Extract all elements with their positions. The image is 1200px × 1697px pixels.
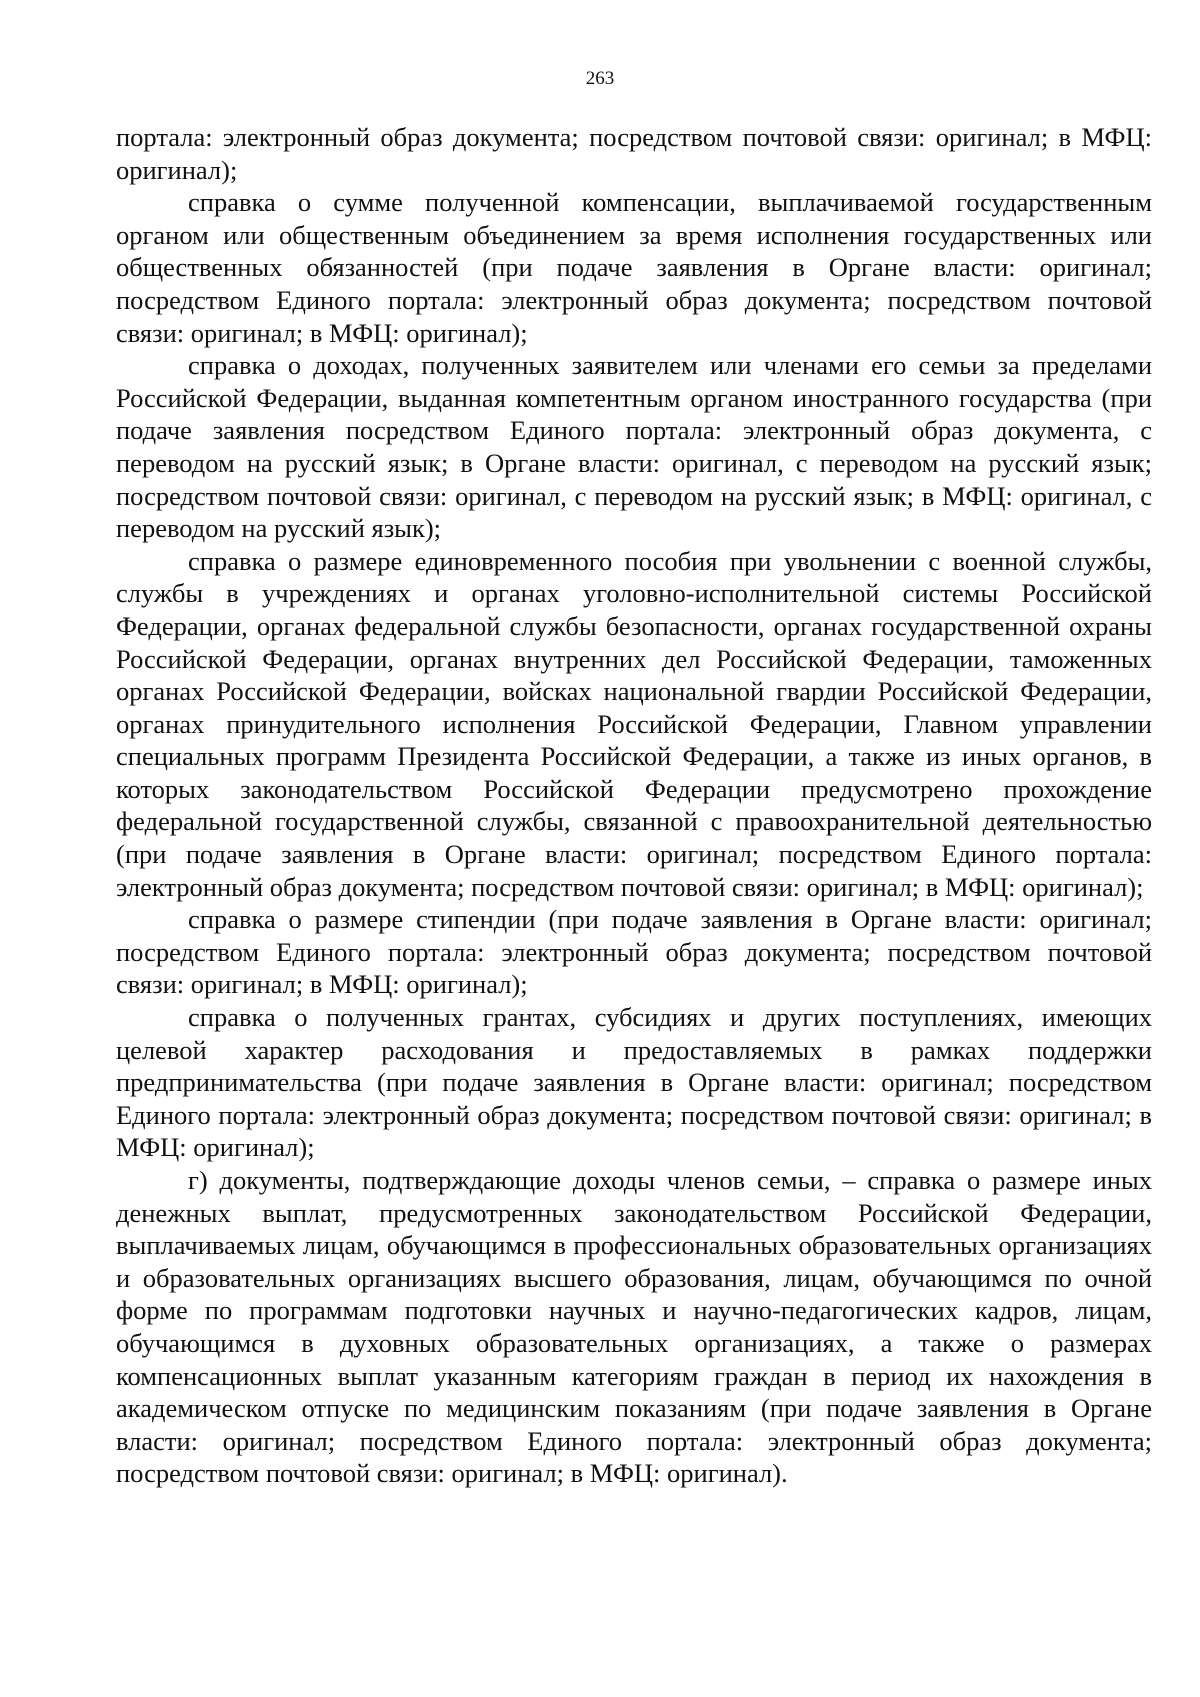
paragraph-continuation: портала: электронный образ документа; посредством почтовой связи: оригинал; в МФЦ: оригинал);: [116, 122, 1152, 185]
paragraph-grants-certificate: справка о полученных грантах, субсидиях и других поступлениях, имеющих целевой характер расходования и предоставляемых в рамках поддержки предпринимательства (при подаче заявления в Органе власти: оригинал; посредством Единого портала: электронный образ документа; посредством почтовой связи: оригинал; в МФЦ: оригинал);: [116, 1002, 1152, 1163]
paragraph-foreign-income-certificate: справка о доходах, полученных заявителем или членами его семьи за пределами Российской Федерации, выданная компетентным органом иностранного государства (при подаче заявления посредством Единого портала: электронный образ документа, с переводом на русский язык; в Органе власти: оригинал, с переводом на русский язык; посредством почтовой связи: оригинал, с переводом на русский язык; в МФЦ: оригинал, с переводом на русский язык);: [116, 350, 1152, 544]
page-number: 263: [585, 68, 615, 89]
paragraph-family-income-documents: г) документы, подтверждающие доходы членов семьи, – справка о размере иных денежных выплат, предусмотренных законодательством Российской Федерации, выплачиваемых лицам, обучающимся в профессиональных образовательных организациях и образовательных организациях высшего образования, лицам, обучающимся по очной форме по программам подготовки научных и научно-педагогических кадров, лицам, обучающимся в духовных образовательных организациях, а также о размерах компенсационных выплат указанным категориям граждан в период их нахождения в академическом отпуске по медицинским показаниям (при подаче заявления в Органе власти: оригинал; посредством Единого портала: электронный образ документа; посредством почтовой связи: оригинал; в МФЦ: оригинал).: [116, 1165, 1152, 1489]
paragraph-scholarship-certificate: справка о размере стипендии (при подаче заявления в Органе власти: оригинал; посредством Единого портала: электронный образ документа; посредством почтовой связи: оригинал; в МФЦ: оригинал);: [116, 904, 1152, 1000]
document-body: [116, 121, 1152, 1490]
paragraph-compensation-certificate: справка о сумме полученной компенсации, выплачиваемой государственным органом или общественным объединением за время исполнения государственных или общественных обязанностей (при подаче заявления в Органе власти: оригинал; посредством Единого портала: электронный образ документа; посредством почтовой связи: оригинал; в МФЦ: оригинал);: [116, 187, 1152, 348]
paragraph-severance-allowance-certificate: справка о размере единовременного пособия при увольнении с военной службы, службы в учреждениях и органах уголовно-исполнительной системы Российской Федерации, органах федеральной службы безопасности, органах государственной охраны Российской Федерации, органах внутренних дел Российской Федерации, таможенных органах Российской Федерации, войсках национальной гвардии Российской Федерации, органах принудительного исполнения Российской Федерации, Главном управлении специальных программ Президента Российской Федерации, а также из иных органов, в которых законодательством Российской Федерации предусмотрено прохождение федеральной государственной службы, связанной с правоохранительной деятельностью (при подаче заявления в Органе власти: оригинал; посредством Единого портала: электронный образ документа; посредством почтовой связи: оригинал; в МФЦ: оригинал);: [116, 545, 1152, 902]
